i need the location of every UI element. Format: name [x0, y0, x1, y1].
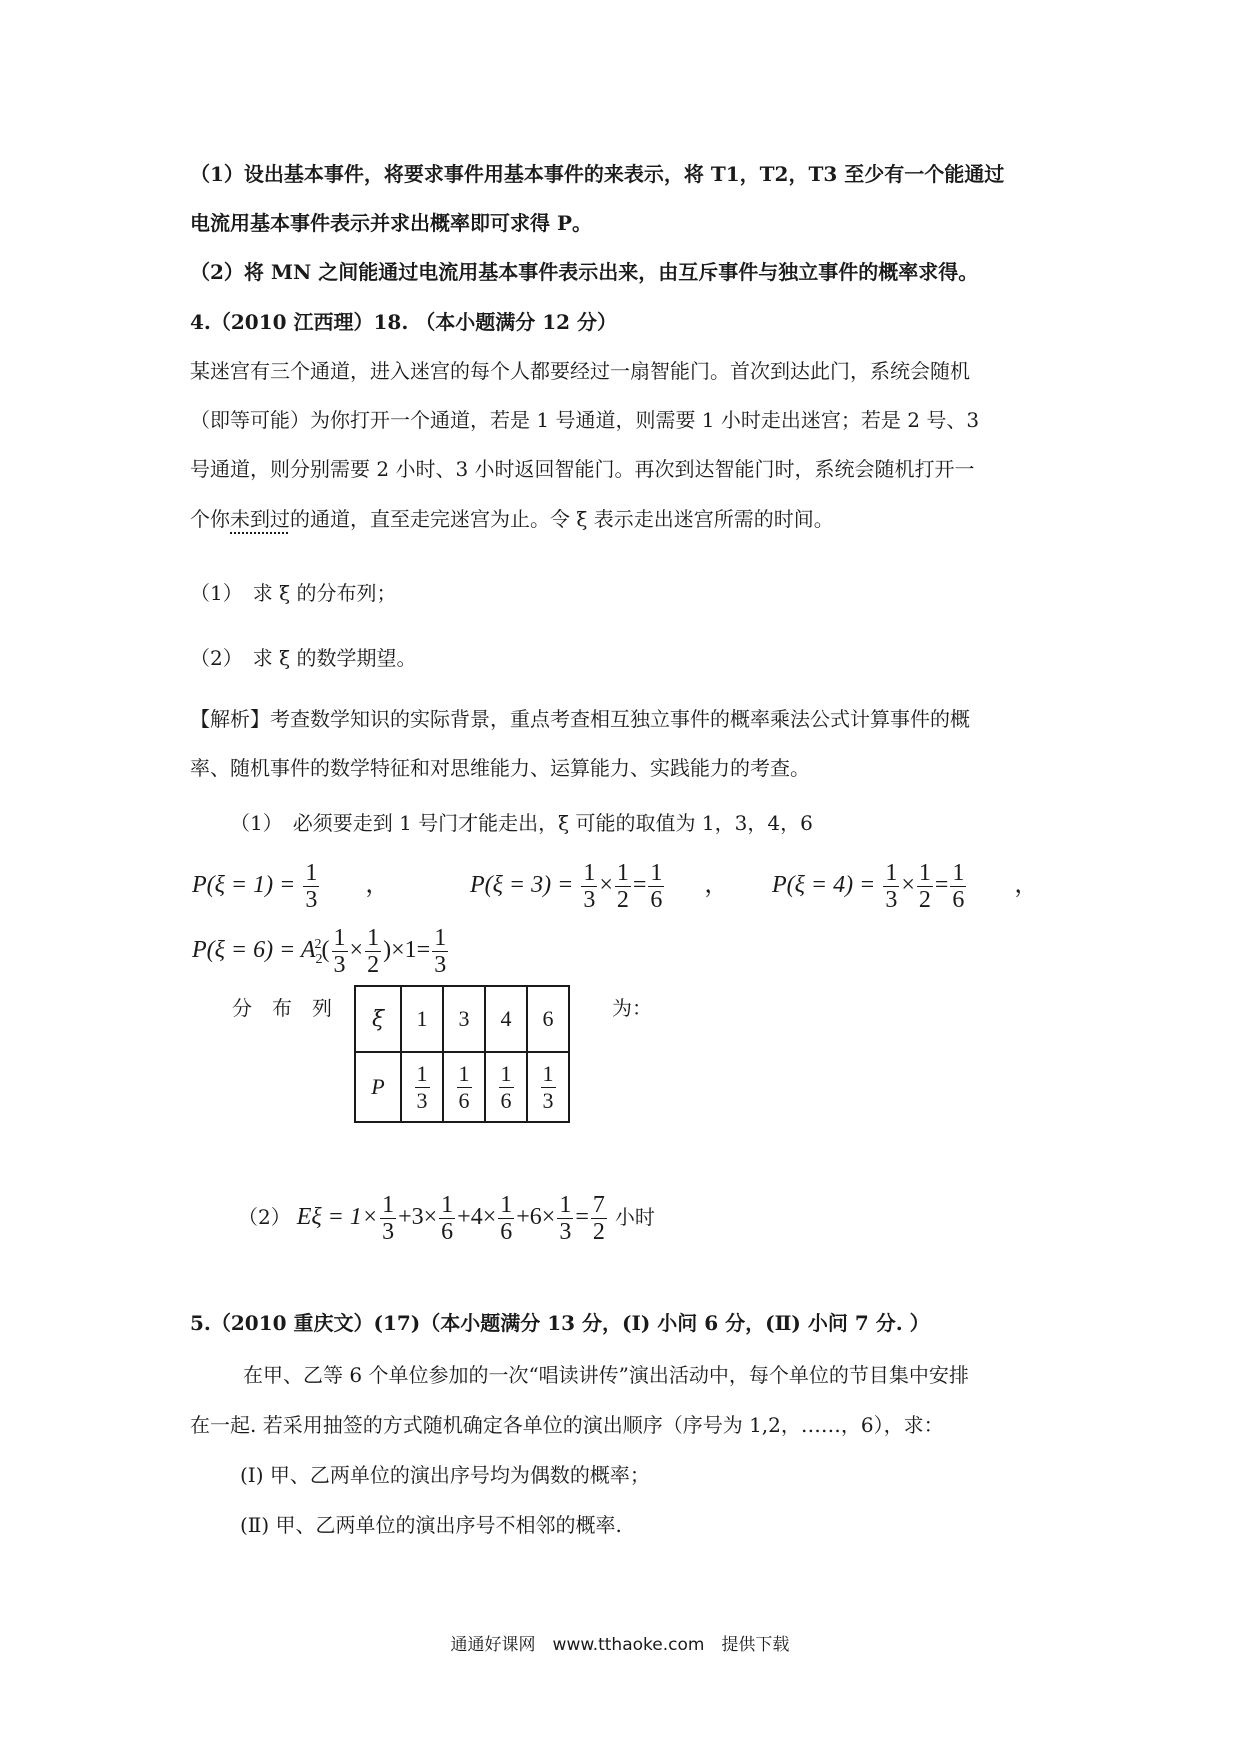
q5-text-1: 在甲、乙等 6 个单位参加的一次“唱读讲传”演出活动中，每个单位的节目集中安排 — [243, 1363, 969, 1387]
q5-title: 5.（2010 重庆文）(17)（本小题满分 13 分，(Ⅰ) 小问 6 分，(Ⅱ) 小问 7 分. ） — [190, 1311, 930, 1335]
table-value: 3 — [443, 986, 485, 1052]
fraction: $\frac{1}{3}$ — [333, 925, 346, 978]
exp-lhs: Eξ = 1× — [296, 1204, 379, 1231]
fraction: $\frac{1}{2}$ — [616, 860, 629, 913]
formula-p3: P(ξ = 3) = $\frac{1}{3}$ × $\frac{1}{2}$ = $\frac{1}{6}$ ， — [470, 860, 729, 913]
formula-p3-lhs: P(ξ = 3) = — [470, 872, 574, 899]
exp-unit: 小时 — [614, 1205, 655, 1230]
fraction: $\frac{1}{6}$ — [952, 860, 965, 913]
formula-p1 — [192, 860, 389, 913]
fraction: $\frac{1}{3}$ — [559, 1192, 572, 1245]
exp-prefix: （2） — [238, 1205, 291, 1230]
q4-analysis-2: 率、随机事件的数学特征和对思维能力、运算能力、实践能力的考查。 — [190, 756, 810, 780]
q4-text-4a: 个你 — [190, 507, 230, 531]
dist-suffix: 为： — [612, 996, 652, 1020]
table-header-p: P — [355, 1052, 401, 1122]
formula-p6-lhs: P(ξ = 6) = A — [192, 937, 316, 964]
fraction: $\frac{7}{2}$ — [592, 1192, 605, 1245]
q4-text-4c: 的通道，直至走完迷宫为止。令 ξ 表示走出迷宫所需的时间。 — [290, 507, 834, 531]
dist-label: 分 布 列 — [232, 996, 332, 1020]
q4-text-4 — [190, 506, 834, 532]
q4-text-1: 某迷宫有三个通道，进入迷宫的每个人都要经过一扇智能门。首次到达此门，系统会随机 — [190, 359, 970, 383]
fraction: $\frac{1}{6}$ — [500, 1192, 513, 1245]
q4-title: 4.（2010 江西理）18. （本小题满分 12 分） — [190, 310, 618, 334]
fraction: $\frac{1}{3}$ — [434, 925, 447, 978]
formula-p6: $P(\xi = 6) = A_2^2$( $\frac{1}{3}$ × $\frac{1}{2}$ )×1= $\frac{1}{3}$ — [192, 925, 447, 978]
q4-text-2: （即等可能）为你打开一个通道，若是 1 号通道，则需要 1 小时走出迷宫；若是 2 号、3 — [190, 408, 980, 432]
q4-analysis-1: 【解析】考查数学知识的实际背景，重点考查相互独立事件的概率乘法公式计算事件的概 — [190, 707, 970, 731]
q4-sub-1: （1） 求 ξ 的分布列； — [190, 581, 397, 605]
fraction: $\frac{1}{3}$ — [885, 860, 898, 913]
comma: ， — [704, 872, 729, 899]
q5-sub-2: (Ⅱ) 甲、乙两单位的演出序号不相邻的概率. — [240, 1513, 622, 1537]
table-prob: $\frac{1}{6}$ — [485, 1052, 527, 1122]
formula-p4: P(ξ = 4) = $\frac{1}{3}$ × $\frac{1}{2}$ = $\frac{1}{6}$ ， — [772, 860, 1039, 913]
fraction: $\frac{1}{6}$ — [650, 860, 663, 913]
q4-sub-2: （2） 求 ξ 的数学期望。 — [190, 646, 417, 670]
fraction: $\frac{1}{6}$ — [441, 1192, 454, 1245]
q5-sub-1: (Ⅰ) 甲、乙两单位的演出序号均为偶数的概率； — [240, 1463, 650, 1487]
fraction: $\frac{1}{3}$ — [382, 1192, 395, 1245]
table-prob: $\frac{1}{6}$ — [443, 1052, 485, 1122]
intro-line-1: （1）设出基本事件，将要求事件用基本事件的来表示，将 T1，T2，T3 至少有一个能通过 — [190, 162, 1005, 186]
q4-solution-1: （1） 必须要走到 1 号门才能走出，ξ 可能的取值为 1，3，4，6 — [230, 811, 813, 835]
q4-text-3: 号通道，则分别需要 2 小时、3 小时返回智能门。再次到达智能门时，系统会随机打开一 — [190, 457, 975, 481]
comma: ， — [365, 872, 390, 899]
fraction: $\frac{1}{3}$ — [583, 860, 596, 913]
formula-expectation: （2） Eξ = 1× $\frac{1}{3}$ +3× $\frac{1}{6}$ +4× $\frac{1}{6}$ +6× $\frac{1}{3}$ = $\frac{7}{2}$ 小时 — [238, 1192, 655, 1245]
fraction: $\frac{1}{2}$ — [918, 860, 931, 913]
table-value: 6 — [527, 986, 569, 1052]
intro-line-3: （2）将 MN 之间能通过电流用基本事件表示出来，由互斥事件与独立事件的概率求得。 — [190, 260, 979, 284]
distribution-table — [354, 985, 570, 1123]
q5-text-2: 在一起. 若采用抽签的方式随机确定各单位的演出顺序（序号为 1,2，……，6），求： — [190, 1413, 944, 1437]
intro-line-2: 电流用基本事件表示并求出概率即可求得 P。 — [190, 211, 593, 235]
table-prob: $\frac{1}{3}$ — [401, 1052, 443, 1122]
fraction: $\frac{1}{2}$ — [367, 925, 380, 978]
formula-p4-lhs: P(ξ = 4) = — [772, 872, 876, 899]
fraction: $\frac{1}{3}$ — [305, 860, 318, 913]
table-value: 1 — [401, 986, 443, 1052]
page-footer: 通通好课网 www.tthaoke.com 提供下载 — [450, 1635, 790, 1655]
comma: ， — [1014, 872, 1039, 899]
table-header-xi: ξ — [355, 986, 401, 1052]
q4-text-4b-emphasis: 未到过 — [230, 507, 290, 531]
table-value: 4 — [485, 986, 527, 1052]
table-prob: $\frac{1}{3}$ — [527, 1052, 569, 1122]
formula-p1-lhs: P(ξ = 1) = — [192, 872, 296, 899]
